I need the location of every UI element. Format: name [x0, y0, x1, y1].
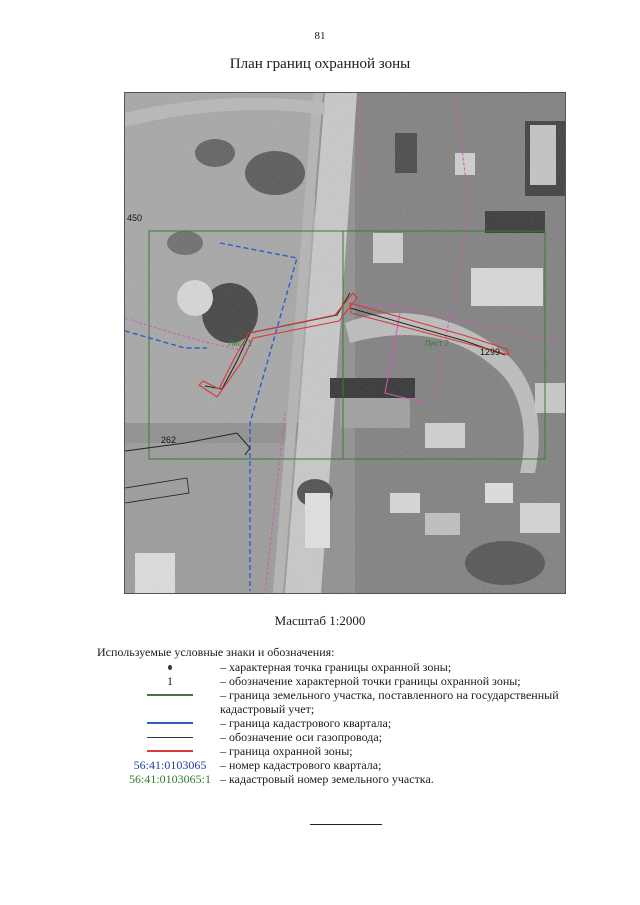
legend-item-gas-axis: – обозначение оси газопровода; — [120, 730, 600, 744]
black-line-icon — [147, 737, 193, 738]
blue-line-icon — [147, 722, 193, 724]
green-line-icon — [147, 694, 193, 696]
legend-item-protection-zone: – граница охранной зоны; — [120, 744, 600, 758]
legend-item-parcel-boundary: – граница земельного участка, поставленного на государственный кадастровый учет; — [120, 688, 600, 716]
legend-item-parcel-number: 56:41:0103065:1 – кадастровый номер земельного участка. — [128, 772, 434, 786]
legend-item-point-label: 1 – обозначение характерной точки границы охранной зоны; — [167, 674, 521, 688]
legend-item-point: – характерная точка границы охранной зоны; — [120, 660, 600, 674]
map-label-1299: 1299 — [480, 347, 501, 357]
map-scale: Масштаб 1:2000 — [274, 613, 366, 628]
map-label-450: 450 — [127, 213, 143, 223]
legend — [120, 660, 600, 786]
page-title: План границ охранной зоны — [229, 56, 411, 72]
legend-item-quarter-number: 56:41:0103065 – номер кадастрового квартала; — [133, 758, 382, 772]
map-sheet-1-label: Лист 1 — [228, 339, 253, 348]
map-view[interactable] — [124, 92, 566, 594]
legend-title: Используемые условные знаки и обозначения: — [97, 645, 335, 659]
photo-grain — [125, 93, 565, 593]
map-sheet-2-label: Лист 2 — [425, 339, 450, 348]
bottom-rule — [310, 824, 382, 825]
red-line-icon — [147, 750, 193, 752]
map-label-262: 262 — [161, 435, 177, 445]
point-marker-icon — [168, 665, 172, 670]
page-number: 81 — [314, 30, 326, 42]
legend-item-cadastral-quarter: – граница кадастрового квартала; — [120, 716, 600, 730]
